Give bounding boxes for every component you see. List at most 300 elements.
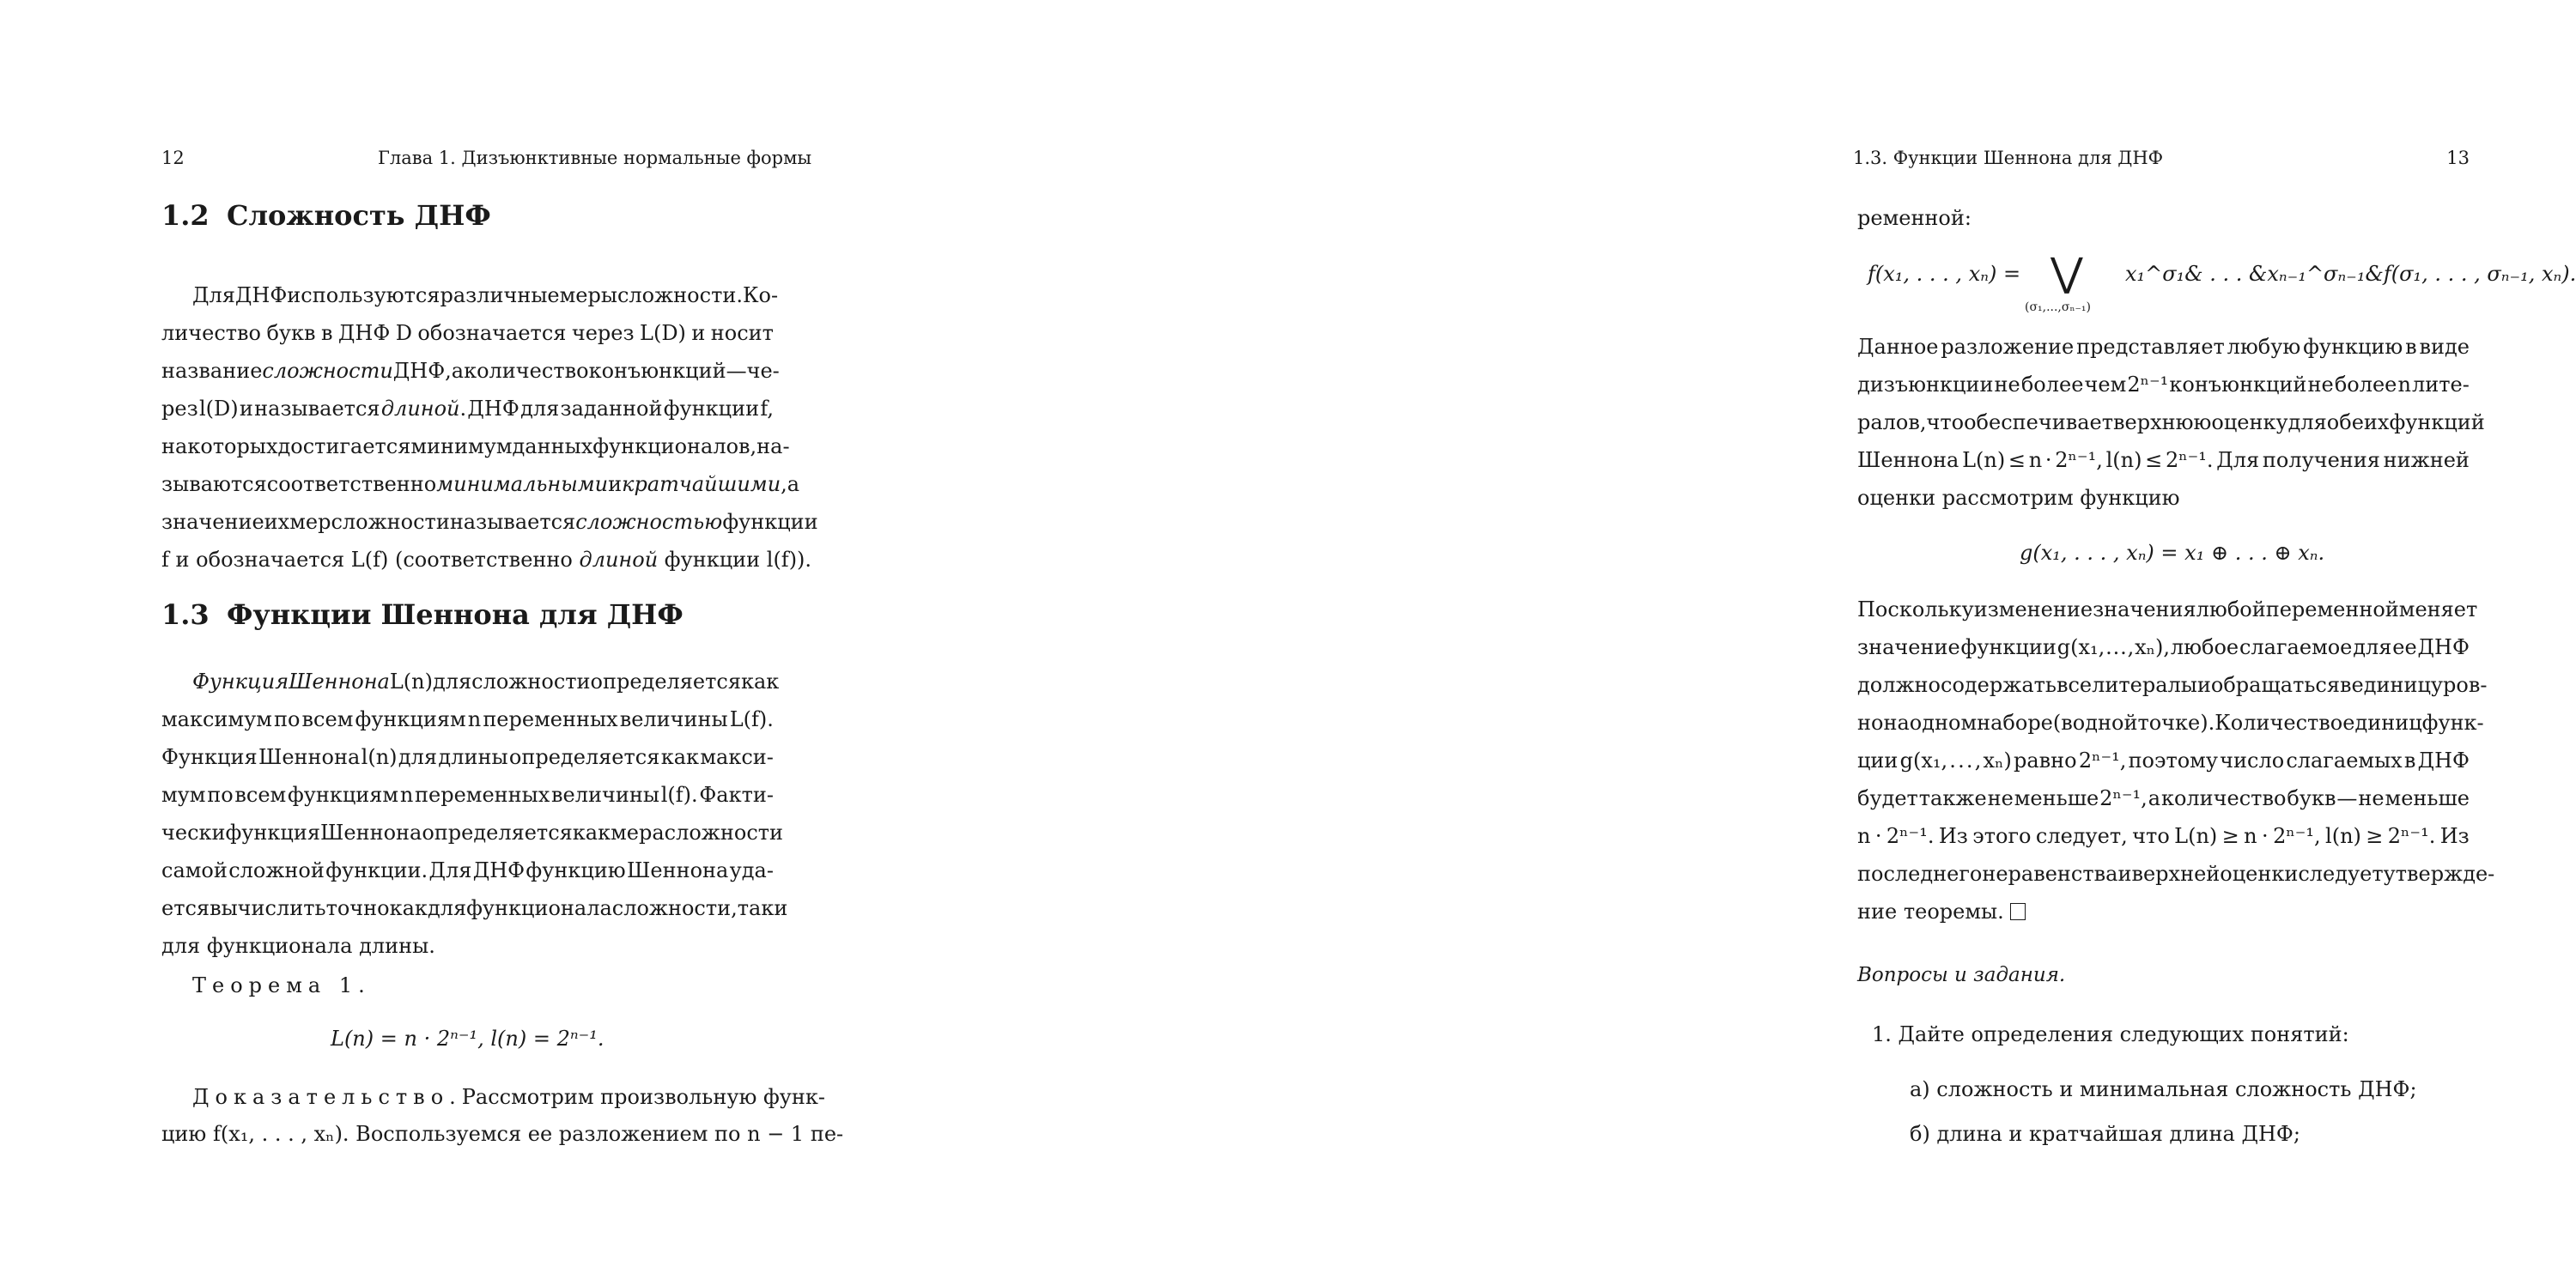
word: через xyxy=(571,321,635,345)
word: сложности xyxy=(331,510,450,534)
paragraph-line xyxy=(1857,826,2470,846)
word: значения xyxy=(2093,597,2196,621)
word: а xyxy=(787,472,800,496)
word: 2ⁿ⁻¹. xyxy=(1886,824,1935,848)
word: n xyxy=(467,707,482,731)
word: носит xyxy=(710,321,774,345)
word: Для xyxy=(428,858,472,882)
word: ДНФ, xyxy=(392,359,452,383)
word: рез xyxy=(161,397,198,421)
word: данных xyxy=(512,434,593,458)
word: 2ⁿ⁻¹, xyxy=(2055,448,2103,472)
word: для xyxy=(2287,410,2327,434)
word: обеспечивает xyxy=(1964,410,2114,434)
word: , xyxy=(2127,635,2135,659)
word: длины. xyxy=(359,934,435,958)
word: букв xyxy=(266,321,316,345)
word: уда- xyxy=(729,858,774,882)
paragraph-line xyxy=(161,472,800,496)
word: поэтому xyxy=(2128,749,2218,773)
section-title: Сложность ДНФ xyxy=(227,199,491,232)
word: n xyxy=(2028,448,2043,472)
word: в xyxy=(320,321,333,345)
paragraph-line xyxy=(1857,711,2484,735)
word: что xyxy=(1926,410,1965,434)
paragraph-line xyxy=(161,323,774,343)
word: теоремы. xyxy=(1903,900,2004,924)
word: ДНФ xyxy=(2417,749,2470,773)
big-disjunction-symbol: ⋁ xyxy=(2050,249,2083,295)
word: разложение xyxy=(1941,335,2075,359)
word: на- xyxy=(756,434,790,458)
word: L(n) xyxy=(389,670,433,694)
word: . xyxy=(1965,749,1973,773)
paragraph-line xyxy=(161,821,784,845)
word: по xyxy=(207,783,234,807)
questions-heading: Вопросы и задания. xyxy=(1857,964,2066,986)
word: конъюнкций xyxy=(2169,373,2307,397)
word: не xyxy=(2307,373,2334,397)
word: Для xyxy=(2216,448,2260,472)
word: n xyxy=(399,783,414,807)
word: (соответственно xyxy=(394,548,573,572)
word: Ко- xyxy=(742,283,779,307)
word: конъюнкций xyxy=(588,359,726,383)
word: ралов, xyxy=(1857,410,1927,434)
word: мер xyxy=(289,510,331,534)
word: , xyxy=(1974,749,1982,773)
word: для xyxy=(432,670,472,694)
word: чем xyxy=(2084,373,2127,397)
paragraph-line xyxy=(161,548,812,572)
word: Из xyxy=(2439,824,2470,848)
word: утвержде- xyxy=(2383,862,2495,886)
word: ≤ xyxy=(2145,448,2163,472)
word: сложной xyxy=(228,858,325,882)
question-1a: а) сложность и минимальная сложность ДНФ; xyxy=(1910,1077,2417,1101)
word: что xyxy=(2132,824,2170,848)
word: ≥ xyxy=(2221,824,2239,848)
word: l(n) xyxy=(2325,824,2361,848)
word: для xyxy=(2353,635,2392,659)
word: рассмотрим xyxy=(1941,486,2074,510)
word: Функция xyxy=(192,670,289,694)
word: ДНФ xyxy=(472,858,526,882)
word: минимальными xyxy=(436,472,609,496)
paragraph-line xyxy=(161,434,790,458)
proof-text: Рассмотрим произвольную функ- xyxy=(461,1085,825,1109)
word: функций xyxy=(2389,410,2485,434)
word: верхней xyxy=(2131,862,2221,886)
word: l(f). xyxy=(660,783,698,807)
paragraph-line xyxy=(161,510,818,534)
page-number-left: 12 xyxy=(161,148,185,168)
paragraph-line xyxy=(1857,488,2470,508)
word: будет xyxy=(1857,786,1918,810)
word: функционалов, xyxy=(592,434,757,458)
word: — xyxy=(726,359,747,383)
section-number: 1.2 xyxy=(161,199,210,232)
word: n xyxy=(2397,373,2411,397)
paragraph-line xyxy=(161,936,774,956)
question-1b: б) длина и кратчайшая длина ДНФ; xyxy=(1910,1122,2300,1146)
word: сложностью xyxy=(575,510,723,534)
word: значение xyxy=(1857,635,1960,659)
word: меняет xyxy=(2398,597,2478,621)
word: обозначается xyxy=(417,321,567,345)
word: f, xyxy=(760,397,774,421)
word: и xyxy=(2117,862,2132,886)
paragraph-line xyxy=(1857,637,2470,658)
word: название xyxy=(161,359,263,383)
word: Шеннона xyxy=(289,670,390,694)
word: количество xyxy=(2160,786,2287,810)
word: слагаемое xyxy=(2239,635,2353,659)
word: содержать xyxy=(1941,673,2057,697)
word: соответственно xyxy=(266,472,437,496)
word: меньше xyxy=(2014,786,2099,810)
proof-line-1 xyxy=(192,1085,825,1109)
word: величины xyxy=(619,707,728,731)
word: xₙ) xyxy=(1983,749,2012,773)
word: (в xyxy=(2052,711,2073,735)
word: функции xyxy=(663,397,760,421)
paragraph-line xyxy=(161,359,780,383)
paragraph-line xyxy=(161,398,774,419)
word: последнего xyxy=(1857,862,1983,886)
paragraph-line xyxy=(1857,901,2470,922)
word: длины xyxy=(438,745,508,769)
word: максимум xyxy=(161,707,272,731)
word: для xyxy=(161,934,201,958)
word: вычислить xyxy=(210,896,326,920)
word: Количество xyxy=(2215,711,2343,735)
word: 2ⁿ⁻¹. xyxy=(2165,448,2214,472)
word: не xyxy=(2358,786,2385,810)
word: 2ⁿ⁻¹, xyxy=(2078,749,2127,773)
word: различные xyxy=(440,283,560,307)
word: функции. xyxy=(325,858,428,882)
word: Шеннона xyxy=(258,745,361,769)
word: дизъюнкции xyxy=(1857,373,1994,397)
word: получения xyxy=(2262,448,2380,472)
word: неравенства xyxy=(1982,862,2118,886)
word: ≥ xyxy=(2366,824,2384,848)
word: 2ⁿ⁻¹. xyxy=(2387,824,2436,848)
word: ДНФ xyxy=(467,397,519,421)
running-head-left: Глава 1. Дизъюнктивные нормальные формы xyxy=(378,148,812,168)
paragraph-line xyxy=(1857,410,2485,434)
word: l(D) xyxy=(198,397,239,421)
word: ции xyxy=(1857,749,1899,773)
word: точно xyxy=(325,896,390,920)
word: оценки xyxy=(1857,486,1936,510)
word: и xyxy=(608,472,623,496)
word: Шеннона xyxy=(626,858,729,882)
word: Из xyxy=(1938,824,1968,848)
word: Шеннона xyxy=(320,821,422,845)
paragraph-line xyxy=(1857,673,2488,697)
word: любой xyxy=(2196,597,2266,621)
word: . xyxy=(1958,749,1965,773)
paragraph-line xyxy=(161,860,774,881)
word: единиц xyxy=(2342,711,2422,735)
word: и xyxy=(239,397,253,421)
section-heading-1-3 xyxy=(161,598,683,631)
formula-rhs: x₁^σ₁& . . . &xₙ₋₁^σₙ₋₁&f(σ₁, . . . , σₙ₋₁, xₙ). xyxy=(2125,262,2576,286)
word: . xyxy=(1949,749,1956,773)
word: L(D) xyxy=(640,321,686,345)
word: как xyxy=(572,821,611,845)
word: ДНФ xyxy=(337,321,391,345)
word: функции xyxy=(664,548,761,572)
word: L(f). xyxy=(729,707,774,731)
word: в xyxy=(2405,335,2417,359)
page-number-right: 13 xyxy=(2446,148,2470,168)
word: лите- xyxy=(2412,373,2470,397)
word: любую xyxy=(2227,335,2301,359)
word: на xyxy=(161,434,188,458)
word: функционала xyxy=(466,896,612,920)
word: L(n) xyxy=(2174,824,2218,848)
word: наборе xyxy=(1977,711,2053,735)
word: и xyxy=(691,321,706,345)
word: кратчайшими, xyxy=(622,472,787,496)
word: а xyxy=(451,359,465,383)
section-heading-1-2 xyxy=(161,199,491,232)
word: представляет xyxy=(2076,335,2225,359)
word: меньше xyxy=(2385,786,2470,810)
word: величины xyxy=(551,783,659,807)
word: ется xyxy=(161,896,210,920)
word: одном xyxy=(1909,711,1978,735)
word: верхнюю xyxy=(2113,410,2212,434)
paragraph-line xyxy=(1857,788,2470,809)
word: равно xyxy=(2014,749,2077,773)
word: оценки xyxy=(2220,862,2299,886)
formula-lhs: f(x₁, . . . , xₙ) = xyxy=(1868,262,2021,286)
word: L(n) xyxy=(1962,448,2006,472)
word: и xyxy=(175,548,190,572)
word: единицу xyxy=(2351,673,2444,697)
word: l(f)). xyxy=(766,548,812,572)
word: Факти- xyxy=(699,783,774,807)
word: все xyxy=(2056,673,2093,697)
word: 2ⁿ⁻¹, xyxy=(2273,824,2321,848)
word: l(n) xyxy=(2105,448,2142,472)
word: самой xyxy=(161,858,228,882)
word: переменной xyxy=(2265,597,2399,621)
word: чески xyxy=(161,821,226,845)
word: макси- xyxy=(700,745,774,769)
paragraph-line xyxy=(1857,374,2470,395)
word: ние xyxy=(1857,900,1898,924)
word: переменных xyxy=(415,783,550,807)
xor-formula: g(x₁, . . . , xₙ) = x₁ ⊕ . . . ⊕ xₙ. xyxy=(2020,541,2325,565)
word: · xyxy=(2044,448,2052,472)
word: обращаться xyxy=(2210,673,2340,697)
disjunction-subscript: (σ₁,...,σₙ₋₁) xyxy=(2025,300,2091,314)
word: для xyxy=(520,397,560,421)
section-number: 1.3 xyxy=(161,598,210,631)
word: функции xyxy=(1960,635,2057,659)
theorem-formula: L(n) = n · 2ⁿ⁻¹, l(n) = 2ⁿ⁻¹. xyxy=(331,1027,605,1051)
word: че- xyxy=(746,359,780,383)
word: число xyxy=(2220,749,2285,773)
word: должно xyxy=(1857,673,1941,697)
proof-line-2: цию f(x₁, . . . , xₙ). Воспользуемся ее разложением по n − 1 пе- xyxy=(161,1122,844,1146)
word: для xyxy=(427,896,467,920)
word: по xyxy=(273,707,301,731)
word: значение xyxy=(161,510,264,534)
word: функ- xyxy=(2421,711,2484,735)
word: меры xyxy=(559,283,617,307)
word: личество xyxy=(161,321,261,345)
word: . xyxy=(2105,635,2112,659)
word: следует, xyxy=(2035,824,2128,848)
paragraph-line xyxy=(1857,862,2495,886)
paragraph-line xyxy=(1857,597,2478,621)
word: — xyxy=(2336,786,2358,810)
word: l(n) xyxy=(361,745,398,769)
word: одной xyxy=(2072,711,2138,735)
paragraph-line xyxy=(161,709,774,730)
word: · xyxy=(2262,824,2269,848)
word: Поскольку xyxy=(1857,597,1974,621)
word: функциям xyxy=(355,707,466,731)
word: функционала xyxy=(206,934,353,958)
paragraph-line xyxy=(192,670,780,694)
word: их xyxy=(264,510,290,534)
word: обозначается xyxy=(196,548,345,572)
word: более xyxy=(2334,373,2397,397)
word: более xyxy=(2020,373,2084,397)
word: нижней xyxy=(2383,448,2470,472)
word: функции xyxy=(722,510,818,534)
paragraph-line xyxy=(1857,336,2470,357)
word: называется xyxy=(449,510,576,534)
theorem-label: Теорема 1. xyxy=(192,973,371,997)
word: не xyxy=(1994,373,2020,397)
word: для xyxy=(398,745,438,769)
qed-box-icon xyxy=(2010,903,2026,920)
word: как xyxy=(389,896,428,920)
word: не xyxy=(1987,786,2014,810)
word: называется xyxy=(254,397,380,421)
word: D xyxy=(395,321,412,345)
word: следует xyxy=(2298,862,2384,886)
proof-label: Доказательство. xyxy=(192,1085,462,1109)
word: обеих xyxy=(2326,410,2390,434)
word: минимум xyxy=(410,434,513,458)
word: функциям xyxy=(287,783,399,807)
word: букв xyxy=(2287,786,2336,810)
word: g(x₁, xyxy=(2057,635,2105,659)
word: функция xyxy=(225,821,320,845)
paragraph-line xyxy=(1857,450,2470,470)
word: 2ⁿ⁻¹, xyxy=(2099,786,2148,810)
word: сложности xyxy=(664,821,784,845)
word: длиной xyxy=(579,548,659,572)
word: ДНФ xyxy=(234,283,288,307)
word: . xyxy=(2112,635,2120,659)
word: любое xyxy=(2170,635,2239,659)
word: также xyxy=(1918,786,1987,810)
word: заданной xyxy=(560,397,663,421)
word: ров- xyxy=(2443,673,2488,697)
word: сложности xyxy=(262,359,393,383)
word: 2ⁿ⁻¹ xyxy=(2127,373,2169,397)
word: функцию xyxy=(2080,486,2180,510)
continuation-line: ременной: xyxy=(1857,206,1971,230)
paragraph-line xyxy=(161,896,788,920)
word: Функция xyxy=(161,745,258,769)
word: длиной. xyxy=(380,397,467,421)
word: слагаемых xyxy=(2286,749,2403,773)
word: как xyxy=(740,670,780,694)
word: а xyxy=(2148,786,2161,810)
word: и xyxy=(2196,673,2211,697)
word: функцию xyxy=(2303,335,2403,359)
word: этого xyxy=(1972,824,2032,848)
word: в xyxy=(2403,749,2416,773)
word: в xyxy=(2340,673,2352,697)
word: n xyxy=(2244,824,2257,848)
word: достигается xyxy=(277,434,411,458)
word: определяется xyxy=(508,745,660,769)
word: всем xyxy=(301,707,354,731)
word: изменение xyxy=(1973,597,2093,621)
word: xₙ), xyxy=(2135,635,2171,659)
paragraph-line xyxy=(161,785,774,805)
running-head-right: 1.3. Функции Шеннона для ДНФ xyxy=(1853,148,2164,168)
word: сложности xyxy=(471,670,591,694)
word: сложности. xyxy=(617,283,743,307)
word: Шеннона xyxy=(1857,448,1959,472)
paragraph-line xyxy=(192,283,779,307)
word: функцию xyxy=(526,858,626,882)
word: так xyxy=(737,896,775,920)
word: переменных xyxy=(483,707,618,731)
word: всем xyxy=(234,783,287,807)
word: сложности, xyxy=(611,896,738,920)
paragraph-line xyxy=(161,747,774,767)
word: зываются xyxy=(161,472,267,496)
word: но xyxy=(1857,711,1884,735)
word: которых xyxy=(187,434,278,458)
question-1: 1. Дайте определения следующих понятий: xyxy=(1872,1022,2349,1046)
word: ДНФ xyxy=(2417,635,2470,659)
word: на xyxy=(1883,711,1910,735)
word: количество xyxy=(464,359,589,383)
word: оценку xyxy=(2211,410,2288,434)
paragraph-line xyxy=(1857,750,2470,771)
word: ≤ xyxy=(2008,448,2026,472)
left-page xyxy=(0,0,859,1285)
word: g(x₁, xyxy=(1899,749,1948,773)
word: мум xyxy=(161,783,206,807)
word: литералы xyxy=(2092,673,2197,697)
word: Для xyxy=(192,283,235,307)
word: мера xyxy=(611,821,665,845)
right-page xyxy=(859,0,2576,1285)
word: · xyxy=(1874,824,1882,848)
word: L(f) xyxy=(350,548,389,572)
word: точке). xyxy=(2137,711,2215,735)
word: ее xyxy=(2392,635,2417,659)
word: . xyxy=(2120,635,2127,659)
word: f xyxy=(161,548,169,572)
